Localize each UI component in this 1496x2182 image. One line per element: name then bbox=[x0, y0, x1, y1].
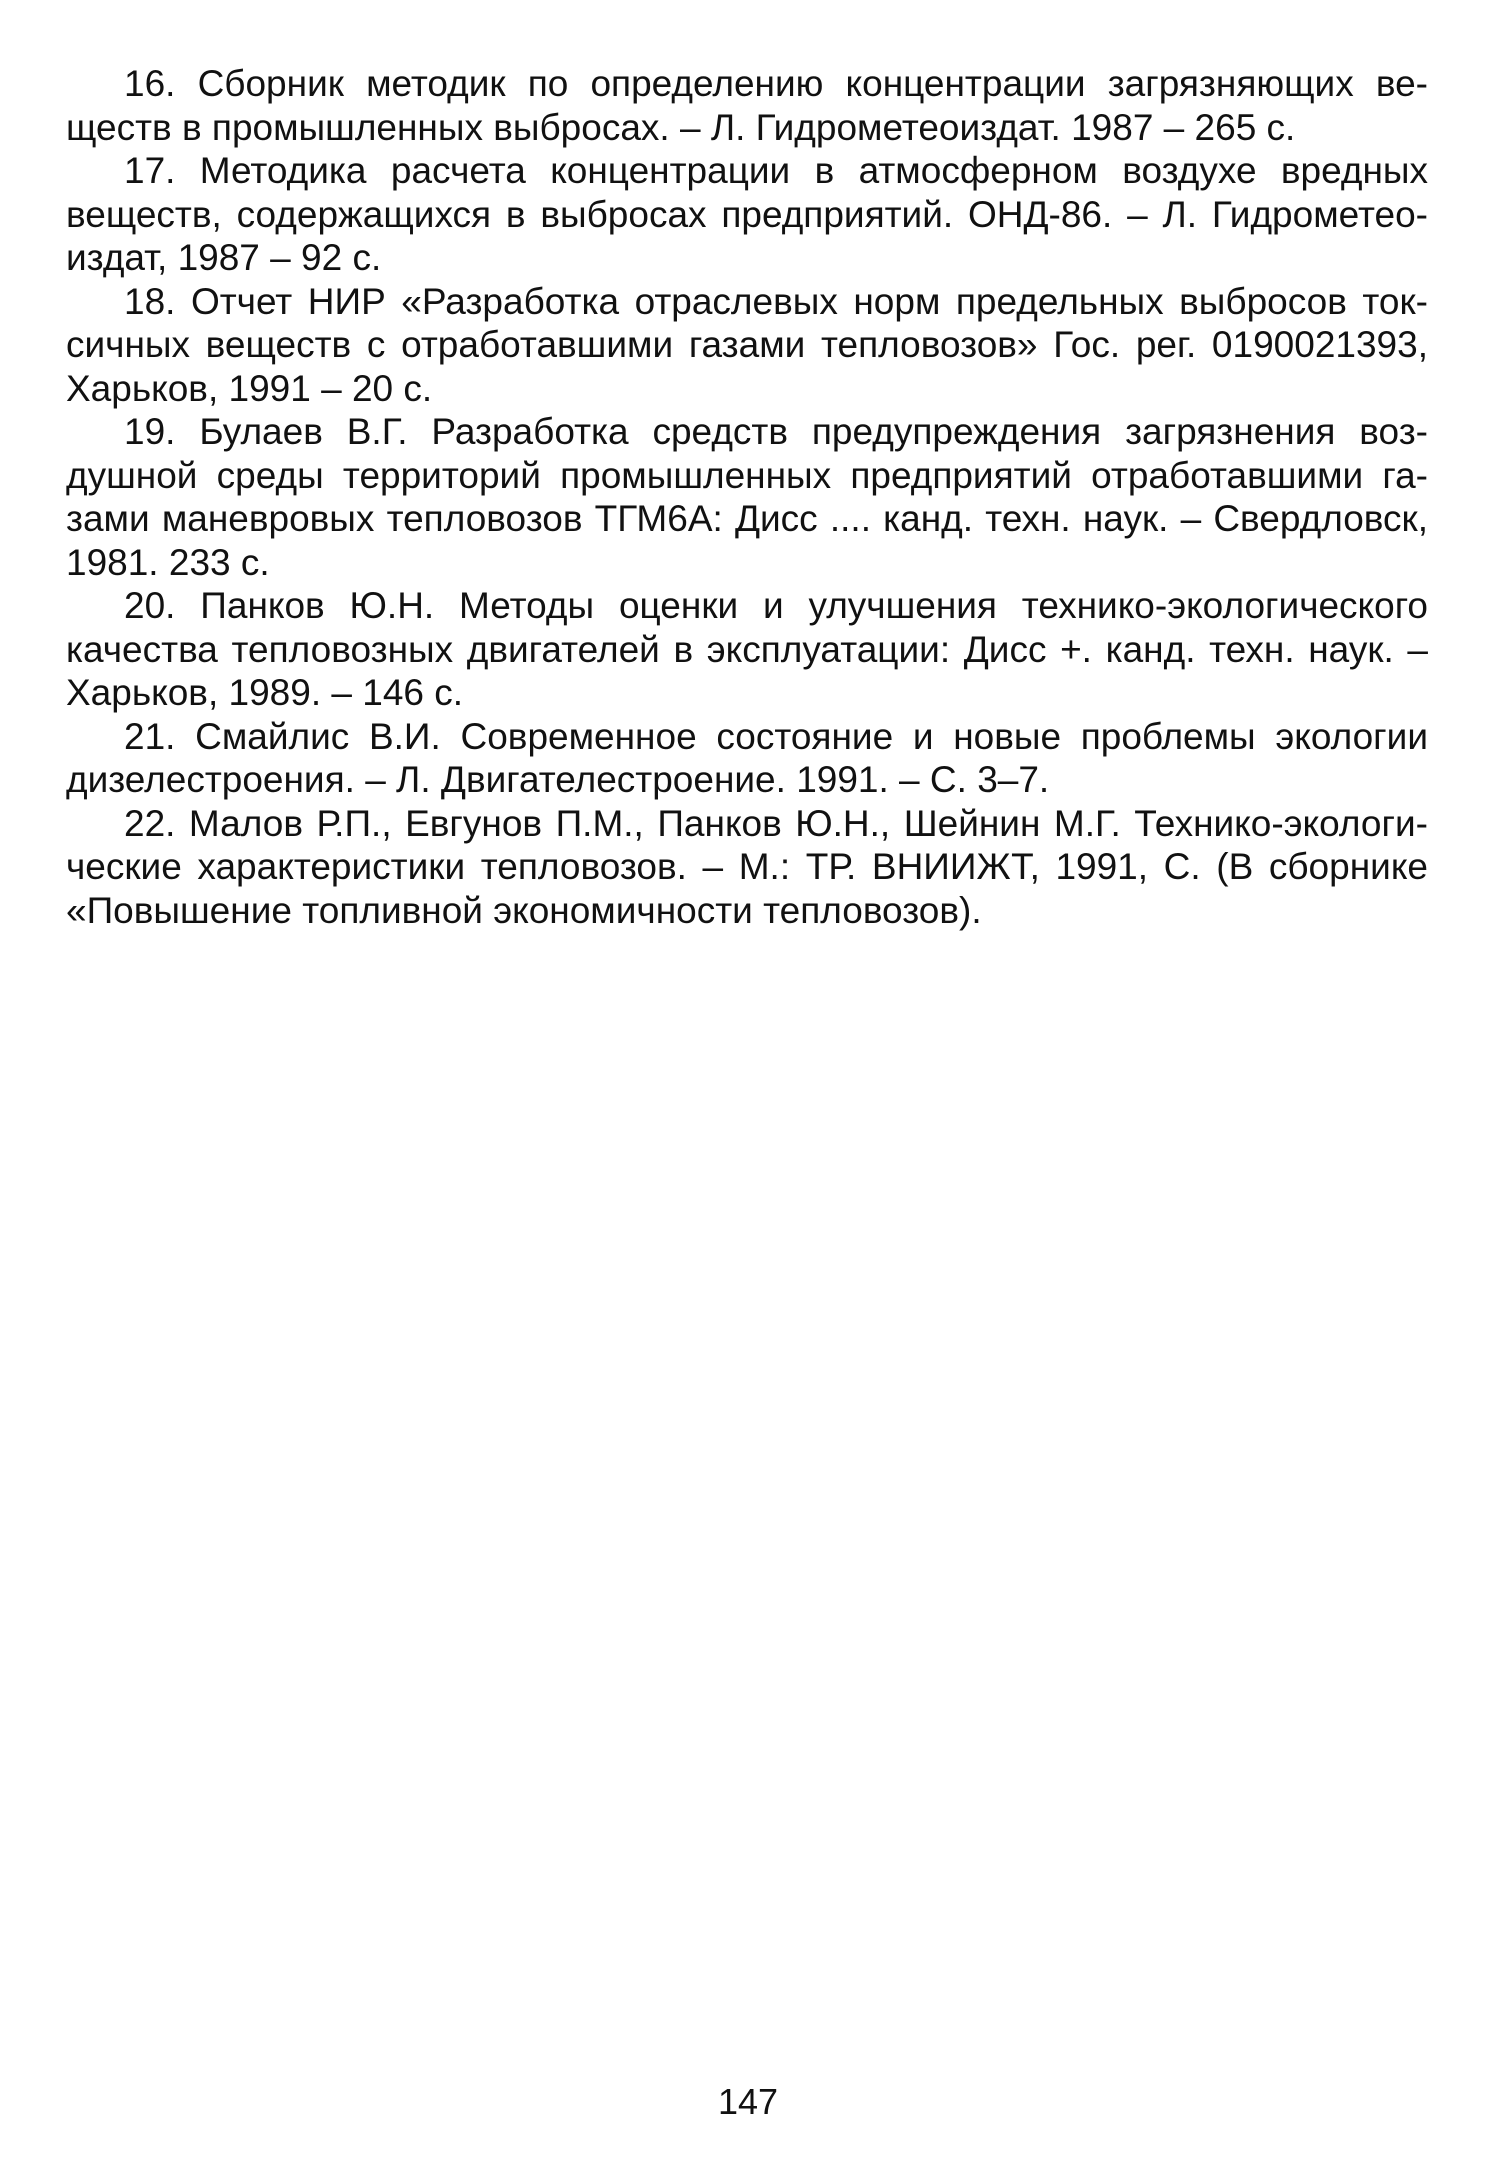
reference-line: 19. Булаев В.Г. Разработка средств предупреждения загрязнения воз- bbox=[124, 411, 1428, 452]
reference-line: Харьков, 1989. – 146 с. bbox=[66, 672, 464, 713]
reference-line: «Повышение топливной экономичности тепловозов). bbox=[66, 889, 982, 931]
reference-line: 16. Сборник методик по определению концентрации загрязняющих ве- bbox=[124, 63, 1428, 104]
reference-line: 18. Отчет НИР «Разработка отраслевых норм предельных выбросов ток- bbox=[124, 280, 1428, 322]
reference-item-20 bbox=[66, 584, 1428, 715]
reference-line: сичных веществ с отработавшими газами тепловозов» Гос. рег. 0190021393, bbox=[66, 324, 1428, 365]
reference-list bbox=[66, 62, 1428, 932]
reference-line: 20. Панков Ю.Н. Методы оценки и улучшения технико-экологического bbox=[124, 585, 1428, 626]
page-number: 147 bbox=[717, 2081, 779, 2122]
reference-line: 21. Смайлис В.И. Современное состояние и новые проблемы экологии bbox=[124, 715, 1428, 757]
reference-item-17 bbox=[66, 149, 1428, 280]
reference-line: душной среды территорий промышленных предприятий отработавшими га- bbox=[66, 454, 1428, 496]
reference-line: издат, 1987 – 92 с. bbox=[66, 237, 382, 278]
reference-item-18 bbox=[66, 280, 1428, 411]
reference-line: веществ, содержащихся в выбросах предприятий. ОНД-86. – Л. Гидрометео- bbox=[66, 193, 1428, 235]
reference-line: качества тепловозных двигателей в эксплуатации: Дисс +. канд. техн. наук. – bbox=[66, 628, 1428, 670]
reference-line: 22. Малов Р.П., Евгунов П.М., Панков Ю.Н., Шейнин М.Г. Технико-экологи- bbox=[124, 802, 1428, 844]
reference-item-16 bbox=[66, 62, 1428, 149]
reference-line: ческие характеристики тепловозов. – М.: ТР. ВНИИЖТ, 1991, С. (В сборнике bbox=[66, 846, 1428, 887]
reference-line: ществ в промышленных выбросах. – Л. Гидрометеоиздат. 1987 – 265 с. bbox=[66, 106, 1296, 148]
reference-item-22 bbox=[66, 802, 1428, 933]
reference-line: Харьков, 1991 – 20 с. bbox=[66, 367, 433, 409]
reference-line: 17. Методика расчета концентрации в атмосферном воздухе вредных bbox=[124, 150, 1428, 191]
reference-line: дизелестроения. – Л. Двигателестроение. 1991. – С. 3–7. bbox=[66, 759, 1050, 800]
reference-item-19 bbox=[66, 410, 1428, 584]
reference-line: зами маневровых тепловозов ТГМ6А: Дисс .... канд. техн. наук. – Свердловск, bbox=[66, 498, 1428, 539]
reference-item-21 bbox=[66, 715, 1428, 802]
reference-line: 1981. 233 с. bbox=[66, 541, 270, 583]
